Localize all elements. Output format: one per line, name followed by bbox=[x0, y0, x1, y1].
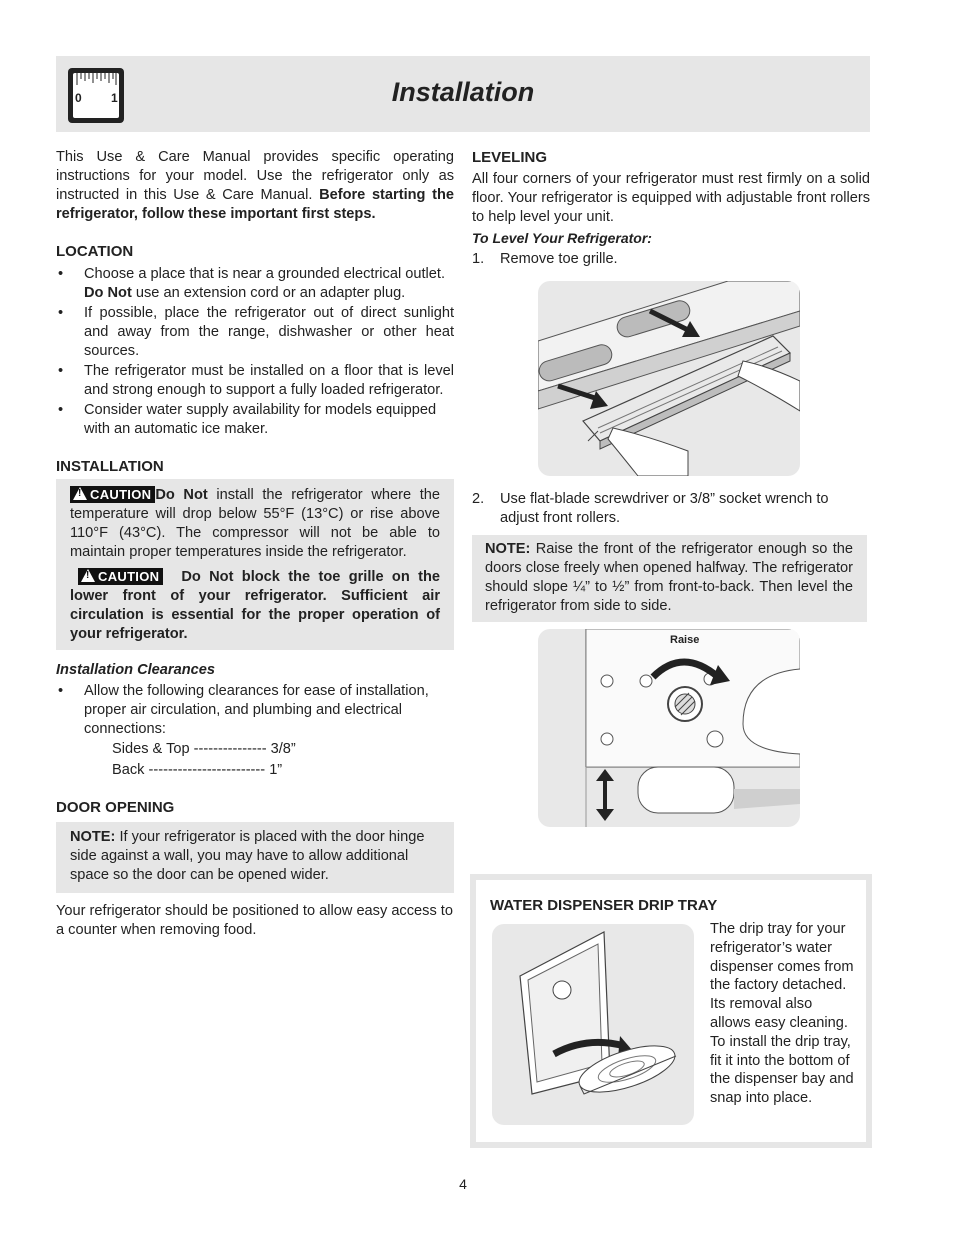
left-column bbox=[56, 148, 454, 940]
page-number: 4 bbox=[459, 1176, 467, 1192]
step-2-block bbox=[472, 490, 870, 528]
item-rest: use an extension cord or an adapter plug. bbox=[131, 285, 406, 301]
list-item: • Consider water supply availability for models equipped with an automatic ice maker. bbox=[56, 401, 454, 439]
list-item bbox=[56, 265, 454, 303]
caution-text: Do Not block the toe grille on the lower front of your refrigerator. Sufficient air circulation is essential for the proper operation of your refrigerator. bbox=[70, 569, 440, 642]
page-title: Installation bbox=[391, 77, 535, 107]
list-item bbox=[56, 682, 454, 780]
intro-text: This Use & Care Manual provides specific operating instructions for your model. Use the refrigerator only as instructed in this Use & Care Manual. bbox=[56, 149, 454, 203]
step-2 bbox=[472, 490, 870, 528]
door-note bbox=[70, 828, 440, 885]
roller-drawing bbox=[538, 629, 800, 827]
installation-heading: INSTALLATION bbox=[56, 458, 164, 475]
caution-label: CAUTION bbox=[90, 487, 152, 502]
drip-tray-drawing bbox=[492, 924, 694, 1125]
leveling-steps-2 bbox=[472, 490, 870, 528]
list-item: • The refrigerator must be installed on a floor that is level and strong enough to support a fully loaded refrigerator. bbox=[56, 362, 454, 400]
clearances-text: • Allow the following clearances for ease of installation, proper air circulation, and plumbing and electrical connections: bbox=[84, 683, 429, 737]
caution-bold: Do Not bbox=[155, 487, 208, 503]
warning-icon bbox=[81, 569, 95, 582]
caution-text: install the refrigerator where the temperature will drop below 55°F (13°C) or rise above 110°F (43°C). The compressor will not be able to maintain proper temperatures inside the refrigerator. bbox=[70, 487, 440, 560]
ruler-label-left: 0 bbox=[75, 91, 82, 105]
drip-tray-box bbox=[470, 874, 872, 1148]
intro-paragraph bbox=[56, 148, 454, 224]
step-number: 2. bbox=[472, 491, 485, 507]
raise-label: Raise bbox=[670, 634, 700, 646]
note-label: NOTE: bbox=[70, 829, 116, 845]
clearances-heading: Installation Clearances bbox=[56, 662, 215, 678]
intro-bold: Before starting the refrigerator, follow these important first steps. bbox=[56, 187, 454, 222]
leveling-steps bbox=[472, 250, 870, 269]
note-text: Raise the front of the refrigerator enough so the doors close freely when opened halfway. The refrigerator should slope ¼” to ½” from front-to-back. Then level the refrigerator from side to side. bbox=[485, 541, 853, 614]
leveling-text: All four corners of your refrigerator must rest firmly on a solid floor. Your refrigerator is equipped with adjustable front rollers to help level your unit. bbox=[472, 171, 870, 225]
leveling-note-box bbox=[472, 535, 867, 622]
ruler-ticks bbox=[73, 73, 119, 89]
item-text: Choose a place that is near a grounded electrical outlet. bbox=[84, 266, 446, 282]
step-text: Use flat-blade screwdriver or 3/8” socket wrench to adjust front rollers. bbox=[500, 491, 829, 526]
drip-tray-heading: WATER DISPENSER DRIP TRAY bbox=[490, 897, 718, 914]
drip-tray-text: The drip tray for your refrigerator’s water dispenser comes from the factory detached. Its removal also allows easy cleaning. To install the drip tray, fit it into the bottom of the dispenser bay and snap into place. bbox=[710, 921, 854, 1107]
list-item: • If possible, place the refrigerator out of direct sunlight and away from the range, dishwasher or other heat sources. bbox=[56, 304, 454, 361]
caution-badge bbox=[78, 568, 163, 585]
right-column bbox=[472, 148, 870, 269]
caution-label: CAUTION bbox=[98, 569, 160, 584]
door-opening-heading: DOOR OPENING bbox=[56, 799, 175, 816]
caution-paragraph-2 bbox=[70, 568, 440, 644]
caution-paragraph-1 bbox=[70, 485, 440, 562]
step-number: 1. bbox=[472, 251, 485, 267]
ruler-label-right: 1 bbox=[111, 91, 118, 105]
note-text: If your refrigerator is placed with the door hinge side against a wall, you may have to allow additional space so the door can be opened wider. bbox=[70, 829, 425, 883]
door-opening-text: Your refrigerator should be positioned to allow easy access to a counter when removing food. bbox=[56, 903, 453, 938]
location-list bbox=[56, 265, 454, 439]
warning-icon bbox=[73, 487, 87, 500]
item-bold: Do Not bbox=[84, 285, 132, 301]
step-text: Remove toe grille. bbox=[500, 251, 618, 267]
caution-box bbox=[56, 479, 454, 650]
step-1 bbox=[472, 250, 870, 269]
note-label: NOTE: bbox=[485, 541, 531, 557]
roller-illustration bbox=[538, 629, 800, 827]
level-subheading: To Level Your Refrigerator: bbox=[472, 230, 652, 246]
toe-grille-drawing bbox=[538, 281, 800, 476]
door-note-box bbox=[56, 822, 454, 893]
page-header bbox=[56, 56, 870, 132]
ruler-icon bbox=[68, 68, 124, 123]
leveling-note bbox=[485, 540, 853, 616]
back-row: Back ------------------------ 1” bbox=[112, 762, 283, 778]
location-heading: LOCATION bbox=[56, 243, 134, 260]
sides-top-row: Sides & Top --------------- 3/8” bbox=[112, 741, 296, 757]
leveling-heading: LEVELING bbox=[472, 149, 548, 166]
drip-tray-illustration bbox=[492, 924, 694, 1125]
toe-grille-illustration bbox=[538, 281, 800, 476]
drip-tray-inner bbox=[476, 880, 866, 1142]
clearances-list bbox=[56, 682, 454, 780]
caution-badge bbox=[70, 486, 155, 503]
